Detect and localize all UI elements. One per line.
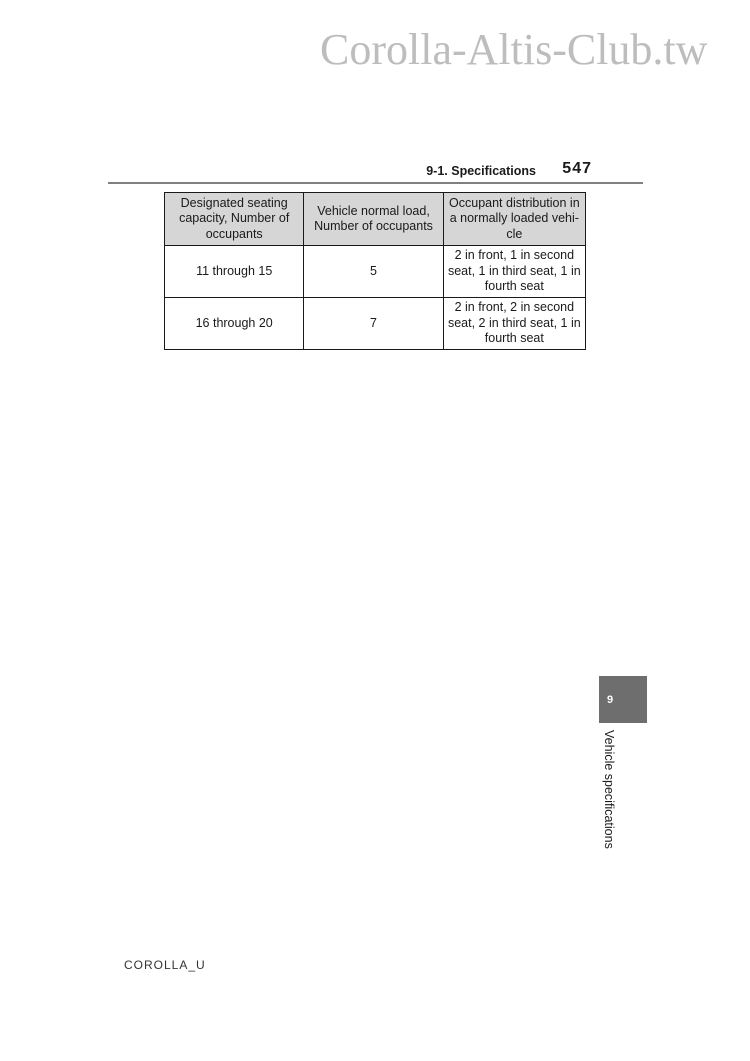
- table-row: [165, 246, 586, 298]
- watermark-text: Corolla-Altis-Club.tw: [320, 25, 708, 74]
- column-header-seating-capacity: Designated seating capacity, Number of occupants: [165, 193, 304, 246]
- table-cell: 2 in front, 1 in second seat, 1 in third seat, 1 in fourth seat: [443, 246, 585, 298]
- page-header: [108, 158, 642, 184]
- header-divider: [108, 182, 643, 184]
- table-cell: 5: [304, 246, 443, 298]
- page-number: 547: [562, 160, 592, 177]
- footer-code: COROLLA_U: [124, 958, 206, 972]
- chapter-number: 9: [607, 694, 614, 706]
- table-cell: 11 through 15: [165, 246, 304, 298]
- table-header-row: [165, 193, 586, 246]
- chapter-label: Vehicle specifications: [602, 730, 616, 849]
- table-cell: 16 through 20: [165, 298, 304, 350]
- table-cell: 7: [304, 298, 443, 350]
- occupant-load-table: [164, 192, 586, 350]
- chapter-tab[interactable]: [599, 676, 647, 723]
- table-cell: 2 in front, 2 in second seat, 2 in third seat, 1 in fourth seat: [443, 298, 585, 350]
- table-row: [165, 298, 586, 350]
- section-title: 9-1. Specifications: [426, 164, 536, 178]
- column-header-normal-load: Vehicle normal load, Number of occupants: [304, 193, 443, 246]
- column-header-occupant-distribution: Occupant distribution in a normally loaded vehi-cle: [443, 193, 585, 246]
